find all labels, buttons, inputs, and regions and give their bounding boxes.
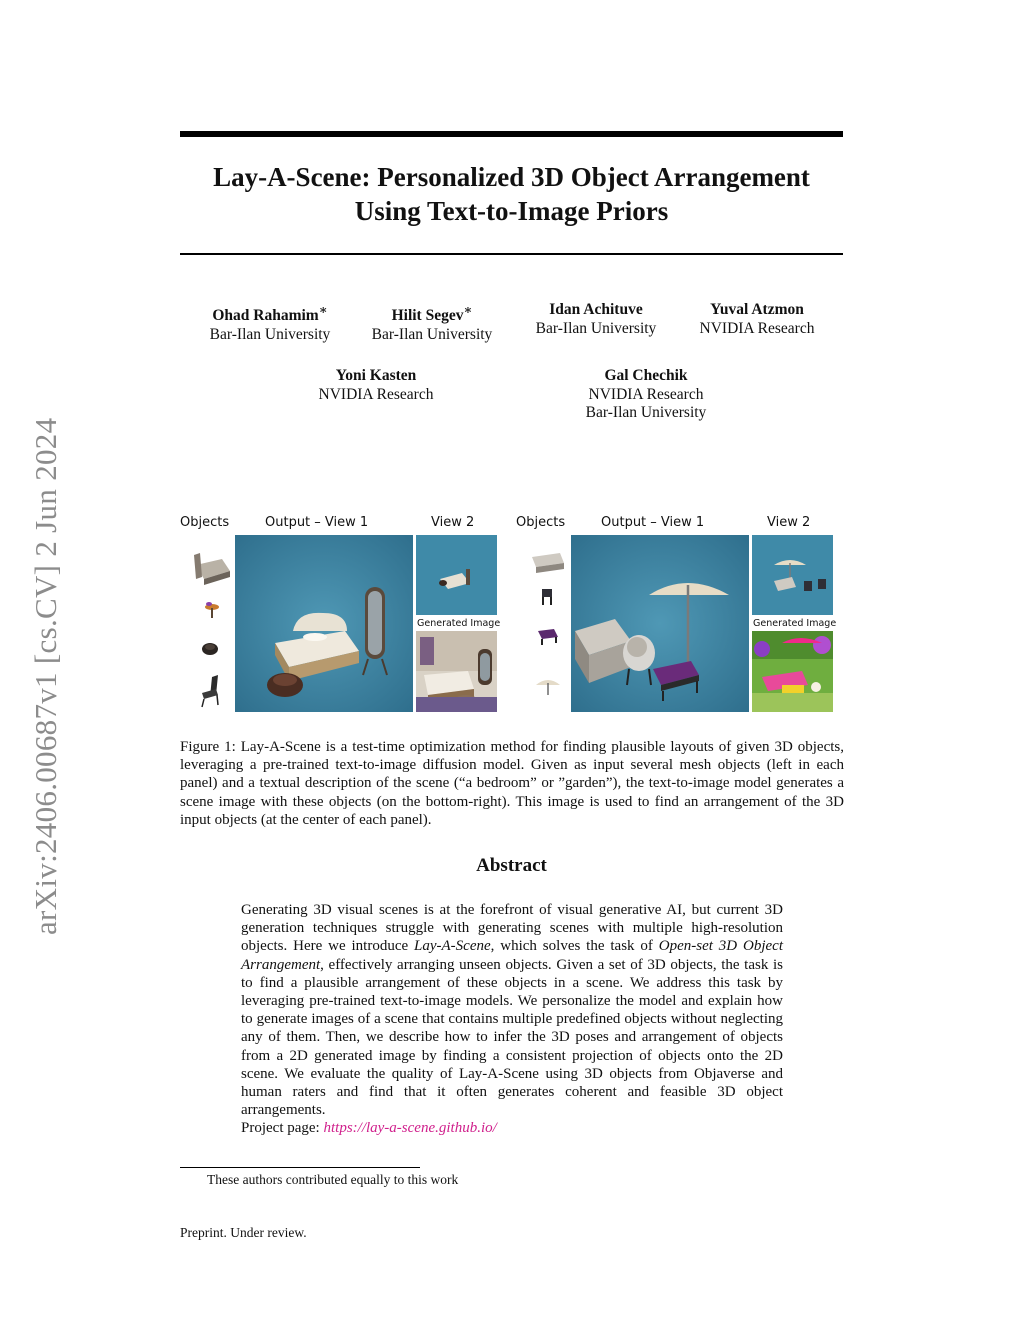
sofa-icon (532, 553, 564, 573)
label-objects: Objects (516, 515, 566, 530)
author-block (291, 367, 461, 404)
side-table-icon (205, 602, 219, 618)
author-name: Idan Achituve (549, 301, 643, 318)
project-page-link[interactable]: https://lay-a-scene.github.io/ (323, 1120, 497, 1137)
render-garden-view-2 (752, 535, 833, 615)
author-block (511, 301, 681, 338)
label-generated-image: Generated Image (417, 618, 501, 629)
preprint-footer: Preprint. Under review. (180, 1225, 307, 1240)
label-view-2: View 2 (431, 515, 475, 530)
abstract-emphasis: Lay-A-Scene (414, 938, 491, 955)
label-objects: Objects (180, 515, 230, 530)
author-name: Yoni Kasten (335, 367, 417, 384)
garden-chair-icon (542, 589, 552, 605)
figure-caption: Figure 1: Lay-A-Scene is a test-time optimization method for finding plausible layouts of given 3D objects, leveraging a pre-trained text-to-image diffusion model. Given as input several mesh objects (left in each panel) and a textual description of the scene (“a bedroom” or ”garden”), the text-to-image model generates a scene image with these objects (on the bottom-right). This image is used to find an arrangement of the 3D input objects (at the center of each panel). (180, 739, 844, 828)
author-name: Gal Chechik (604, 367, 688, 384)
abstract-emphasis: Open-set 3D Object Arrangement (241, 938, 783, 973)
abstract-text: , effectively arranging unseen objects. Given a set of 3D objects, the task is to find a plausible arrangement of these objects in a scene. We address this task by leveraging pre-trained text-to-image models. We personalize the model and explain how to generate images of a scene that contains multiple predefined objects without neglecting any of them. Then, we describe how to infer the 3D poses and arrangement of objects from a 2D generated image by finding a consistent projection of objects onto the 2D scene. We evaluate the quality of Lay-A-Scene using 3D objects from Objaverse and human raters and find that it often generates coherent and feasible 3D object arrangements. (241, 956, 783, 1119)
label-generated-image: Generated Image (753, 618, 837, 629)
abstract-text: , which solves the task of (490, 938, 659, 955)
author-block (185, 301, 355, 344)
title-line-2: Using Text-to-Image Priors (354, 196, 669, 226)
objects-column-bedroom (188, 545, 234, 710)
render-bedroom-view-2 (416, 535, 497, 615)
label-output-view-1: Output – View 1 (265, 515, 369, 530)
author-name: Hilit Segev (391, 307, 464, 325)
generated-image-bedroom (416, 631, 497, 712)
author-affiliation: Bar-Ilan University (209, 325, 331, 343)
author-name: Yuval Atzmon (710, 301, 804, 318)
footnote: These authors contributed equally to this work (207, 1172, 459, 1187)
author-affiliation: Bar-Ilan University (371, 325, 493, 343)
umbrella-icon (536, 680, 560, 695)
author-affiliation: NVIDIA Research (318, 385, 434, 403)
generated-image-garden (752, 631, 833, 712)
bean-bag-icon (202, 643, 218, 655)
title-bottom-rule (180, 253, 843, 255)
label-view-2: View 2 (767, 515, 811, 530)
title-top-rule (180, 131, 843, 137)
bed-icon (194, 553, 230, 585)
abstract-body (241, 901, 783, 1138)
objects-column-garden (524, 545, 570, 710)
title-line-1: Lay-A-Scene: Personalized 3D Object Arrangement (213, 162, 810, 192)
author-affiliation: Bar-Ilan University (535, 319, 657, 337)
author-block (561, 367, 731, 423)
project-page-label: Project page: (241, 1120, 324, 1137)
paper-title (180, 160, 843, 228)
equal-contribution-mark: ∗ (318, 302, 328, 317)
label-output-view-1: Output – View 1 (601, 515, 705, 530)
render-bedroom-view-1 (235, 535, 413, 712)
arxiv-stamp: arXiv:2406.00687v1 [cs.CV] 2 Jun 2024 (28, 417, 63, 935)
table-icon (538, 629, 558, 645)
abstract-heading: Abstract (476, 855, 547, 876)
author-block (347, 301, 517, 344)
footnote-rule (180, 1167, 420, 1168)
author-affiliation: NVIDIA Research (699, 319, 815, 337)
chair-icon (202, 675, 218, 707)
author-block (672, 301, 842, 338)
abstract-text: Generating 3D visual scenes is at the forefront of visual generative AI, but current 3D generation techniques struggle with generating scenes with multiple high-resolution objects. Here we introduce (241, 902, 783, 955)
author-affiliation: Bar-Ilan University (585, 404, 707, 421)
equal-contribution-mark: ∗ (463, 302, 473, 317)
author-name: Ohad Rahamim (212, 307, 319, 325)
render-garden-view-1 (571, 535, 749, 712)
author-affiliation: NVIDIA Research (588, 385, 704, 403)
